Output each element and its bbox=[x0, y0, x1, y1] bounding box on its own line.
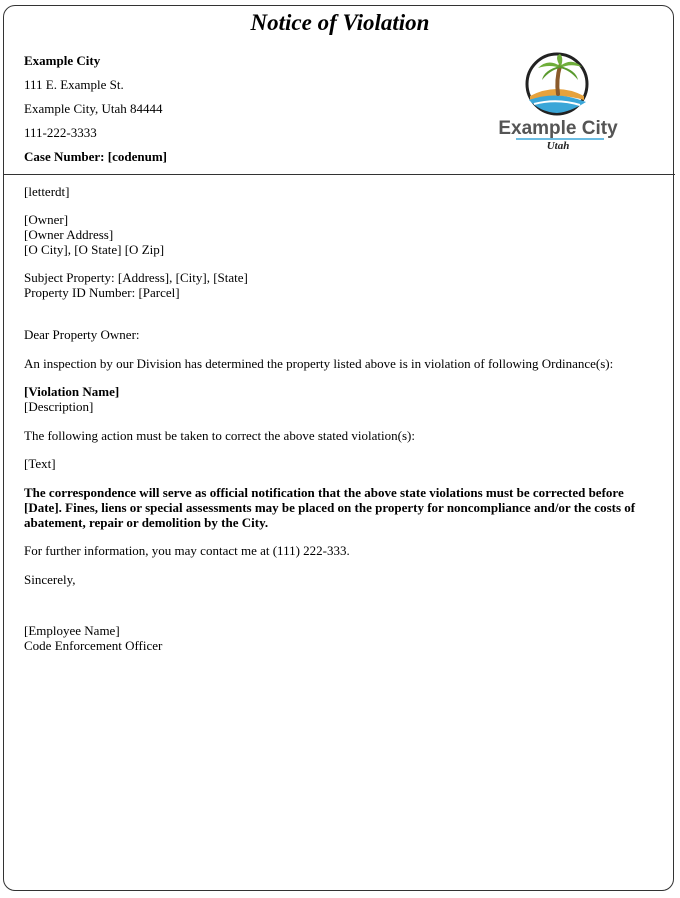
official-notice: The correspondence will serve as official notification that the above state violations must be corrected before [Date]. Fines, liens or special assessments may be placed on the property for noncompliance and/or the costs of abatement, repair or demolition by the City. bbox=[24, 485, 636, 530]
employee-name: [Employee Name] bbox=[24, 623, 120, 638]
employee-title: Code Enforcement Officer bbox=[24, 638, 163, 653]
owner-city-state-zip: [O City], [O State] [O Zip] bbox=[24, 242, 165, 257]
contact-info: For further information, you may contact me at (111) 222-333. bbox=[24, 543, 350, 558]
org-phone: 111-222-3333 bbox=[24, 125, 97, 140]
owner-address: [Owner Address] bbox=[24, 227, 114, 242]
intro-paragraph: An inspection by our Division has determined the property listed above is in violation of following Ordinance(s): bbox=[24, 356, 614, 371]
action-intro: The following action must be taken to correct the above stated violation(s): bbox=[24, 428, 415, 443]
logo-subtext: Utah bbox=[546, 140, 570, 152]
city-logo bbox=[498, 52, 618, 154]
action-text: [Text] bbox=[24, 456, 56, 471]
page-title: Notice of Violation bbox=[250, 10, 430, 35]
org-address: 111 E. Example St. bbox=[24, 77, 124, 92]
logo-text: Example City bbox=[498, 118, 618, 139]
org-name: Example City bbox=[24, 53, 101, 68]
header-divider bbox=[4, 174, 675, 175]
letter-date: [letterdt] bbox=[24, 184, 70, 199]
palm-tree-island-icon bbox=[527, 54, 587, 114]
property-id: Property ID Number: [Parcel] bbox=[24, 285, 180, 300]
subject-property: Subject Property: [Address], [City], [State] bbox=[24, 270, 248, 285]
owner-name: [Owner] bbox=[24, 212, 69, 227]
case-number: Case Number: [codenum] bbox=[24, 149, 167, 164]
salutation: Dear Property Owner: bbox=[24, 327, 140, 342]
violation-description: [Description] bbox=[24, 399, 94, 414]
closing: Sincerely, bbox=[24, 572, 76, 587]
org-city-line: Example City, Utah 84444 bbox=[24, 101, 163, 116]
violation-name: [Violation Name] bbox=[24, 384, 120, 399]
